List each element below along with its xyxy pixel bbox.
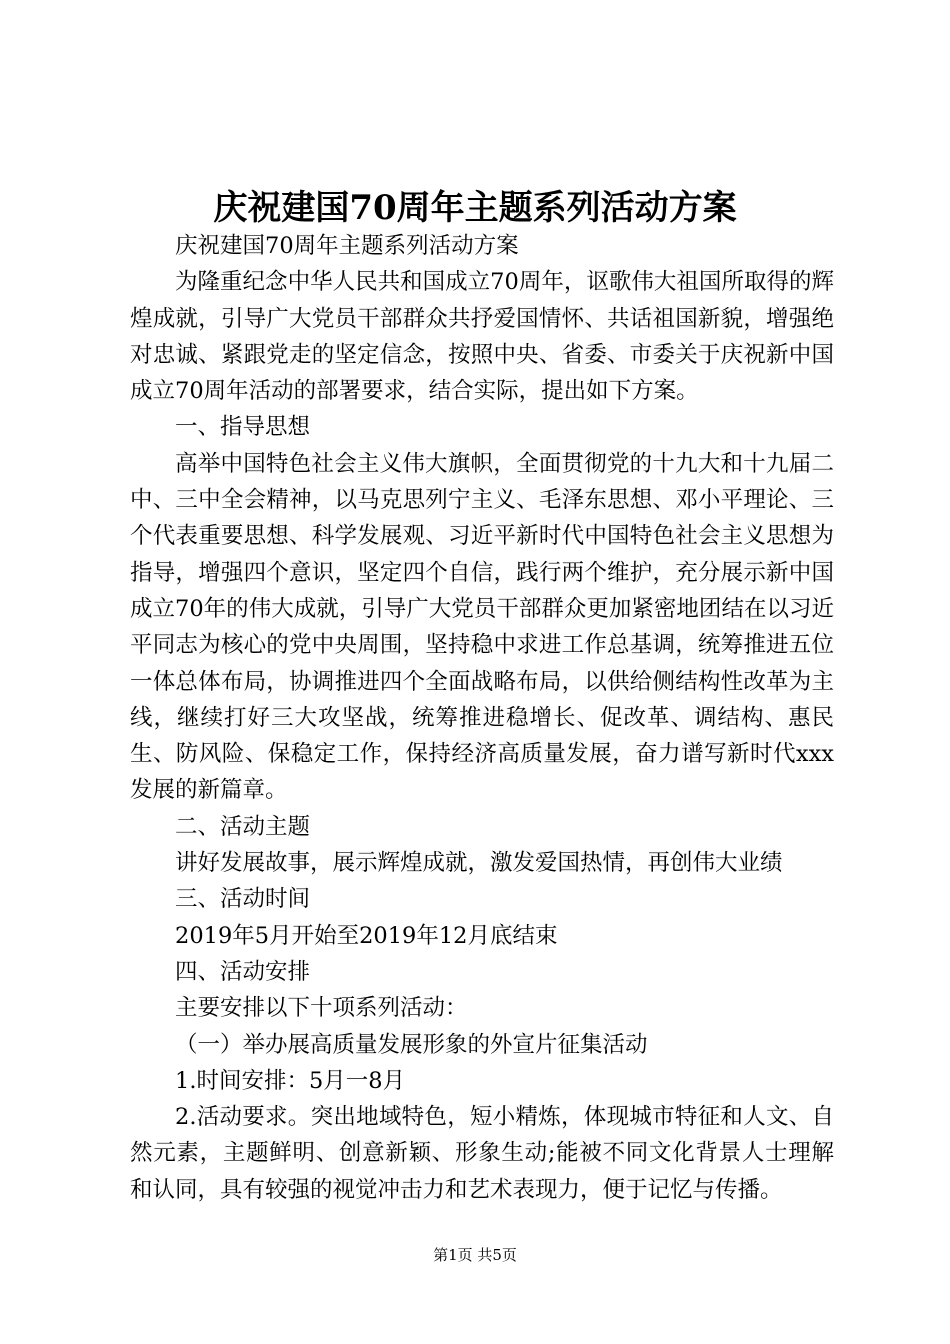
body-paragraph: 2.活动要求。突出地域特色，短小精炼，体现城市特征和人文、自然元素，主题鲜明、创意新颖、形象生动;能被不同文化背景人士理解和认同，具有较强的视觉冲击力和艺术表现力，便于记忆与传播。 <box>130 1104 834 1203</box>
body-paragraph: 庆祝建国70周年主题系列活动方案 <box>175 233 519 259</box>
document-body <box>130 228 834 1208</box>
section-heading: 一、指导思想 <box>175 414 311 441</box>
body-paragraph: 1.时间安排：5月一8月 <box>175 1067 406 1094</box>
body-paragraph: 讲好发展故事，展示辉煌成就，激发爱国热情，再创伟大业绩 <box>175 850 783 877</box>
body-paragraph: 主要安排以下十项系列活动： <box>175 995 468 1022</box>
section-heading: 四、活动安排 <box>175 958 311 985</box>
section-heading: 三、活动时间 <box>175 886 311 913</box>
subsection-heading: （一）举办展高质量发展形象的外宣片征集活动 <box>175 1031 648 1058</box>
body-paragraph: 高举中国特色社会主义伟大旗帜，全面贯彻党的十九大和十九届二中、三中全会精神，以马克思列宁主义、毛泽东思想、邓小平理论、三个代表重要思想、科学发展观、习近平新时代中国特色社会主义思想为指导，增强四个意识，坚定四个自信，践行两个维护，充分展示新中国成立70年的伟大成就，引导广大党员干部群众更加紧密地团结在以习近平同志为核心的党中央周围，坚持稳中求进工作总基调，统筹推进五位一体总体布局，协调推进四个全面战略布局，以供给侧结构性改革为主线，继续打好三大攻坚战，统筹推进稳增长、促改革、调结构、惠民生、防风险、保稳定工作，保持经济高质量发展，奋力谱写新时代xxx发展的新篇章。 <box>130 450 834 804</box>
page-footer: 第1页 共5页 <box>433 1246 517 1264</box>
body-paragraph: 2019年5月开始至2019年12月底结束 <box>175 922 558 949</box>
body-paragraph: 为隆重纪念中华人民共和国成立70周年，讴歌伟大祖国所取得的辉煌成就，引导广大党员干部群众共抒爱国情怀、共话祖国新貌，增强绝对忠诚、紧跟党走的坚定信念，按照中央、省委、市委关于庆祝新中国成立70周年活动的部署要求，结合实际，提出如下方案。 <box>130 269 834 405</box>
document-title: 庆祝建国70周年主题系列活动方案 <box>213 188 737 228</box>
section-heading: 二、活动主题 <box>175 813 311 840</box>
